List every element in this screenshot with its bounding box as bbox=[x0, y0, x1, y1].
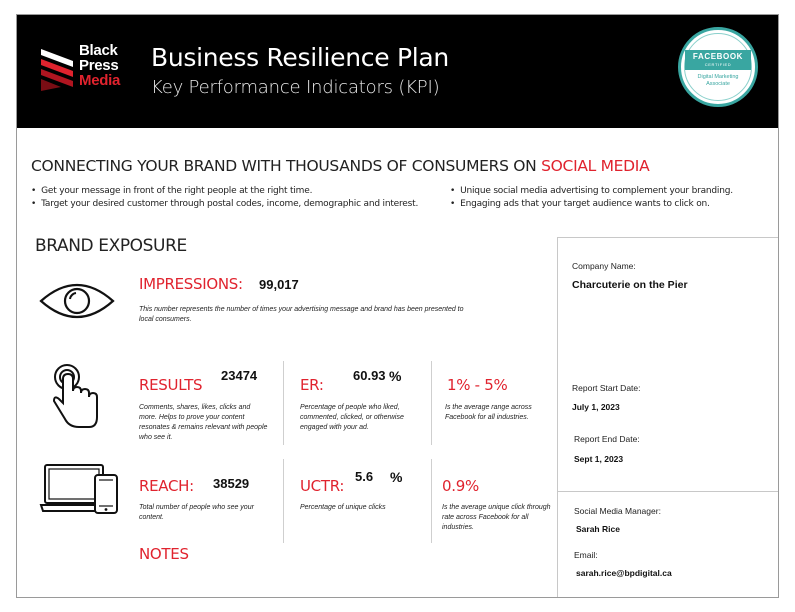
kpi-report-page bbox=[16, 14, 779, 598]
intro-headline bbox=[31, 157, 649, 175]
section-title: BRAND EXPOSURE bbox=[35, 236, 187, 256]
report-end-label: Report End Date: bbox=[574, 434, 640, 444]
badge-band bbox=[685, 50, 751, 70]
reach-description: Total number of people who see your content. bbox=[139, 504, 254, 521]
uctr-benchmark-description: Is the average unique click through rate across Facebook for all industries. bbox=[442, 504, 551, 531]
bullet-item: • Unique social media advertising to complement your branding. bbox=[450, 185, 733, 198]
panel-divider bbox=[558, 491, 779, 492]
company-name-value: Charcuterie on the Pier bbox=[572, 279, 688, 291]
uctr-unit: % bbox=[390, 469, 403, 485]
badge-subtitle-line-1: Digital Marketing bbox=[697, 74, 739, 80]
report-start-label: Report Start Date: bbox=[572, 383, 641, 393]
manager-value: Sarah Rice bbox=[576, 524, 620, 534]
facebook-certified-badge bbox=[678, 27, 758, 107]
report-start-value: July 1, 2023 bbox=[572, 402, 620, 412]
uctr-description: Percentage of unique clicks bbox=[300, 504, 386, 511]
eye-icon bbox=[39, 281, 115, 321]
results-value: 23474 bbox=[221, 368, 258, 383]
er-label: ER: bbox=[300, 376, 324, 394]
intro-headline-prefix: CONNECTING YOUR BRAND WITH THOUSANDS OF CONSUMERS ON bbox=[31, 157, 542, 175]
impressions-description: This number represents the number of times your advertising message and brand has been presented to local consumers. bbox=[139, 306, 464, 323]
uctr-value: 5.6 bbox=[355, 469, 374, 484]
logo-line-2: Press bbox=[79, 57, 119, 74]
reach-label: REACH: bbox=[139, 477, 194, 495]
er-benchmark-label: 1% - 5% bbox=[447, 376, 508, 394]
notes-label: NOTES bbox=[139, 545, 189, 563]
badge-certified: CERTIFIED bbox=[704, 62, 732, 67]
manager-label: Social Media Manager: bbox=[574, 506, 661, 516]
badge-subtitle bbox=[687, 74, 749, 87]
black-press-media-logo bbox=[39, 43, 139, 103]
column-divider bbox=[283, 459, 284, 543]
logo-line-1: Black bbox=[79, 42, 118, 59]
bullet-item: • Get your message in front of the right people at the right time. bbox=[31, 185, 418, 198]
bullet-item: • Engaging ads that your target audience wants to click on. bbox=[450, 198, 733, 211]
bullet-list-left bbox=[31, 185, 418, 210]
header-band bbox=[17, 15, 778, 128]
report-title: Business Resilience Plan bbox=[151, 43, 449, 72]
results-description: Comments, shares, likes, clicks and more. Helps to prove your content resonates & remains relevant with people who see it. bbox=[139, 404, 268, 441]
impressions-value: 99,017 bbox=[259, 277, 299, 292]
badge-subtitle-line-2: Associate bbox=[706, 80, 730, 87]
column-divider bbox=[431, 361, 432, 445]
email-value[interactable]: sarah.rice@bpdigital.ca bbox=[576, 568, 672, 578]
results-label: RESULTS bbox=[139, 376, 203, 394]
tap-hand-icon bbox=[51, 363, 103, 431]
column-divider bbox=[283, 361, 284, 445]
er-value: 60.93 bbox=[353, 368, 386, 383]
er-benchmark-description: Is the average range across Facebook for all industries. bbox=[445, 404, 532, 421]
er-description: Percentage of people who liked, commented, clicked, or otherwise engaged with your ad. bbox=[300, 404, 404, 431]
intro-headline-highlight: SOCIAL MEDIA bbox=[541, 157, 650, 175]
bullet-item: • Target your desired customer through postal codes, income, demographic and interest. bbox=[31, 198, 418, 211]
report-info-panel bbox=[557, 237, 779, 598]
company-name-label: Company Name: bbox=[572, 261, 636, 271]
logo-line-3: Media bbox=[79, 72, 121, 89]
devices-icon bbox=[39, 463, 121, 517]
reach-value: 38529 bbox=[213, 476, 250, 491]
impressions-label: IMPRESSIONS: bbox=[139, 275, 243, 293]
email-label: Email: bbox=[574, 550, 598, 560]
bullet-list-right bbox=[450, 185, 733, 210]
report-subtitle: Key Performance Indicators (KPI) bbox=[151, 77, 440, 98]
uctr-label: UCTR: bbox=[300, 477, 345, 495]
uctr-benchmark-label: 0.9% bbox=[442, 477, 479, 495]
column-divider bbox=[431, 459, 432, 543]
report-end-value: Sept 1, 2023 bbox=[574, 454, 624, 464]
logo-mark-icon bbox=[39, 47, 75, 93]
badge-brand: FACEBOOK bbox=[692, 52, 744, 61]
logo-wordmark bbox=[79, 43, 120, 88]
er-unit: % bbox=[389, 368, 402, 384]
